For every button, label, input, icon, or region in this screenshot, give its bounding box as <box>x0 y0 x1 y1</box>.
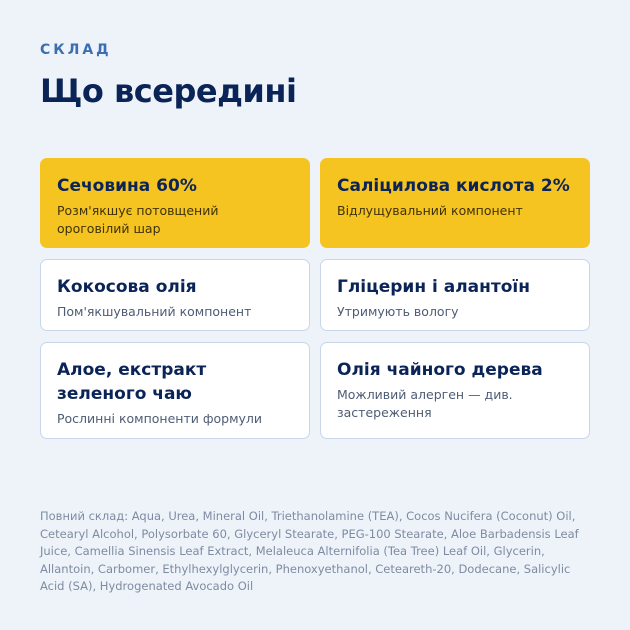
section-eyebrow: СКЛАД <box>40 42 112 58</box>
ingredient-card-urea <box>40 158 310 248</box>
page-title: Що всередині <box>40 72 297 110</box>
card-title: Кокосова олія <box>57 277 197 297</box>
ingredient-card-coconut-oil <box>40 259 310 331</box>
card-title: Сечовина 60% <box>57 176 197 196</box>
card-title: Саліцилова кислота 2% <box>337 176 570 196</box>
ingredient-card-aloe-green-tea <box>40 342 310 439</box>
card-description: Рослинні компоненти формули <box>57 411 263 426</box>
ingredient-card-tea-tree-oil <box>320 342 590 439</box>
card-title: Алое, екстракт зеленого чаю <box>57 360 207 404</box>
ingredient-card-glycerin-allantoin <box>320 259 590 331</box>
card-title: Олія чайного дерева <box>337 360 543 380</box>
card-description: Можливий алерген — див. застереження <box>337 387 513 420</box>
card-description: Пом'якшувальний компонент <box>57 304 252 319</box>
card-description: Утримують вологу <box>337 304 459 319</box>
full-composition-text: Повний склад: Aqua, Urea, Mineral Oil, Triethanolamine (TEA), Cocos Nucifera (Coconut) Oil, Cetearyl Alcohol, Polysorbate 60, Glyceryl Stearate, PEG-100 Stearate, Aloe Barbadensis Leaf Juice, Camellia Sinensis Leaf Extract, Melaleuca Alternifolia (Tea Tree) Leaf Oil, Glycerin, Allantoin, Carbomer, Ethylhexylglycerin, Phenoxyethanol, Ceteareth-20, Dodecane, Salicylic Acid (SA), Hydrogenated Avocado Oil <box>40 509 579 593</box>
card-title: Гліцерин і алантоїн <box>337 277 530 297</box>
ingredient-card-salicylic-acid <box>320 158 590 248</box>
card-description: Розм'якшує потовщений ороговілий шар <box>57 203 219 236</box>
card-description: Відлущувальний компонент <box>337 203 523 218</box>
